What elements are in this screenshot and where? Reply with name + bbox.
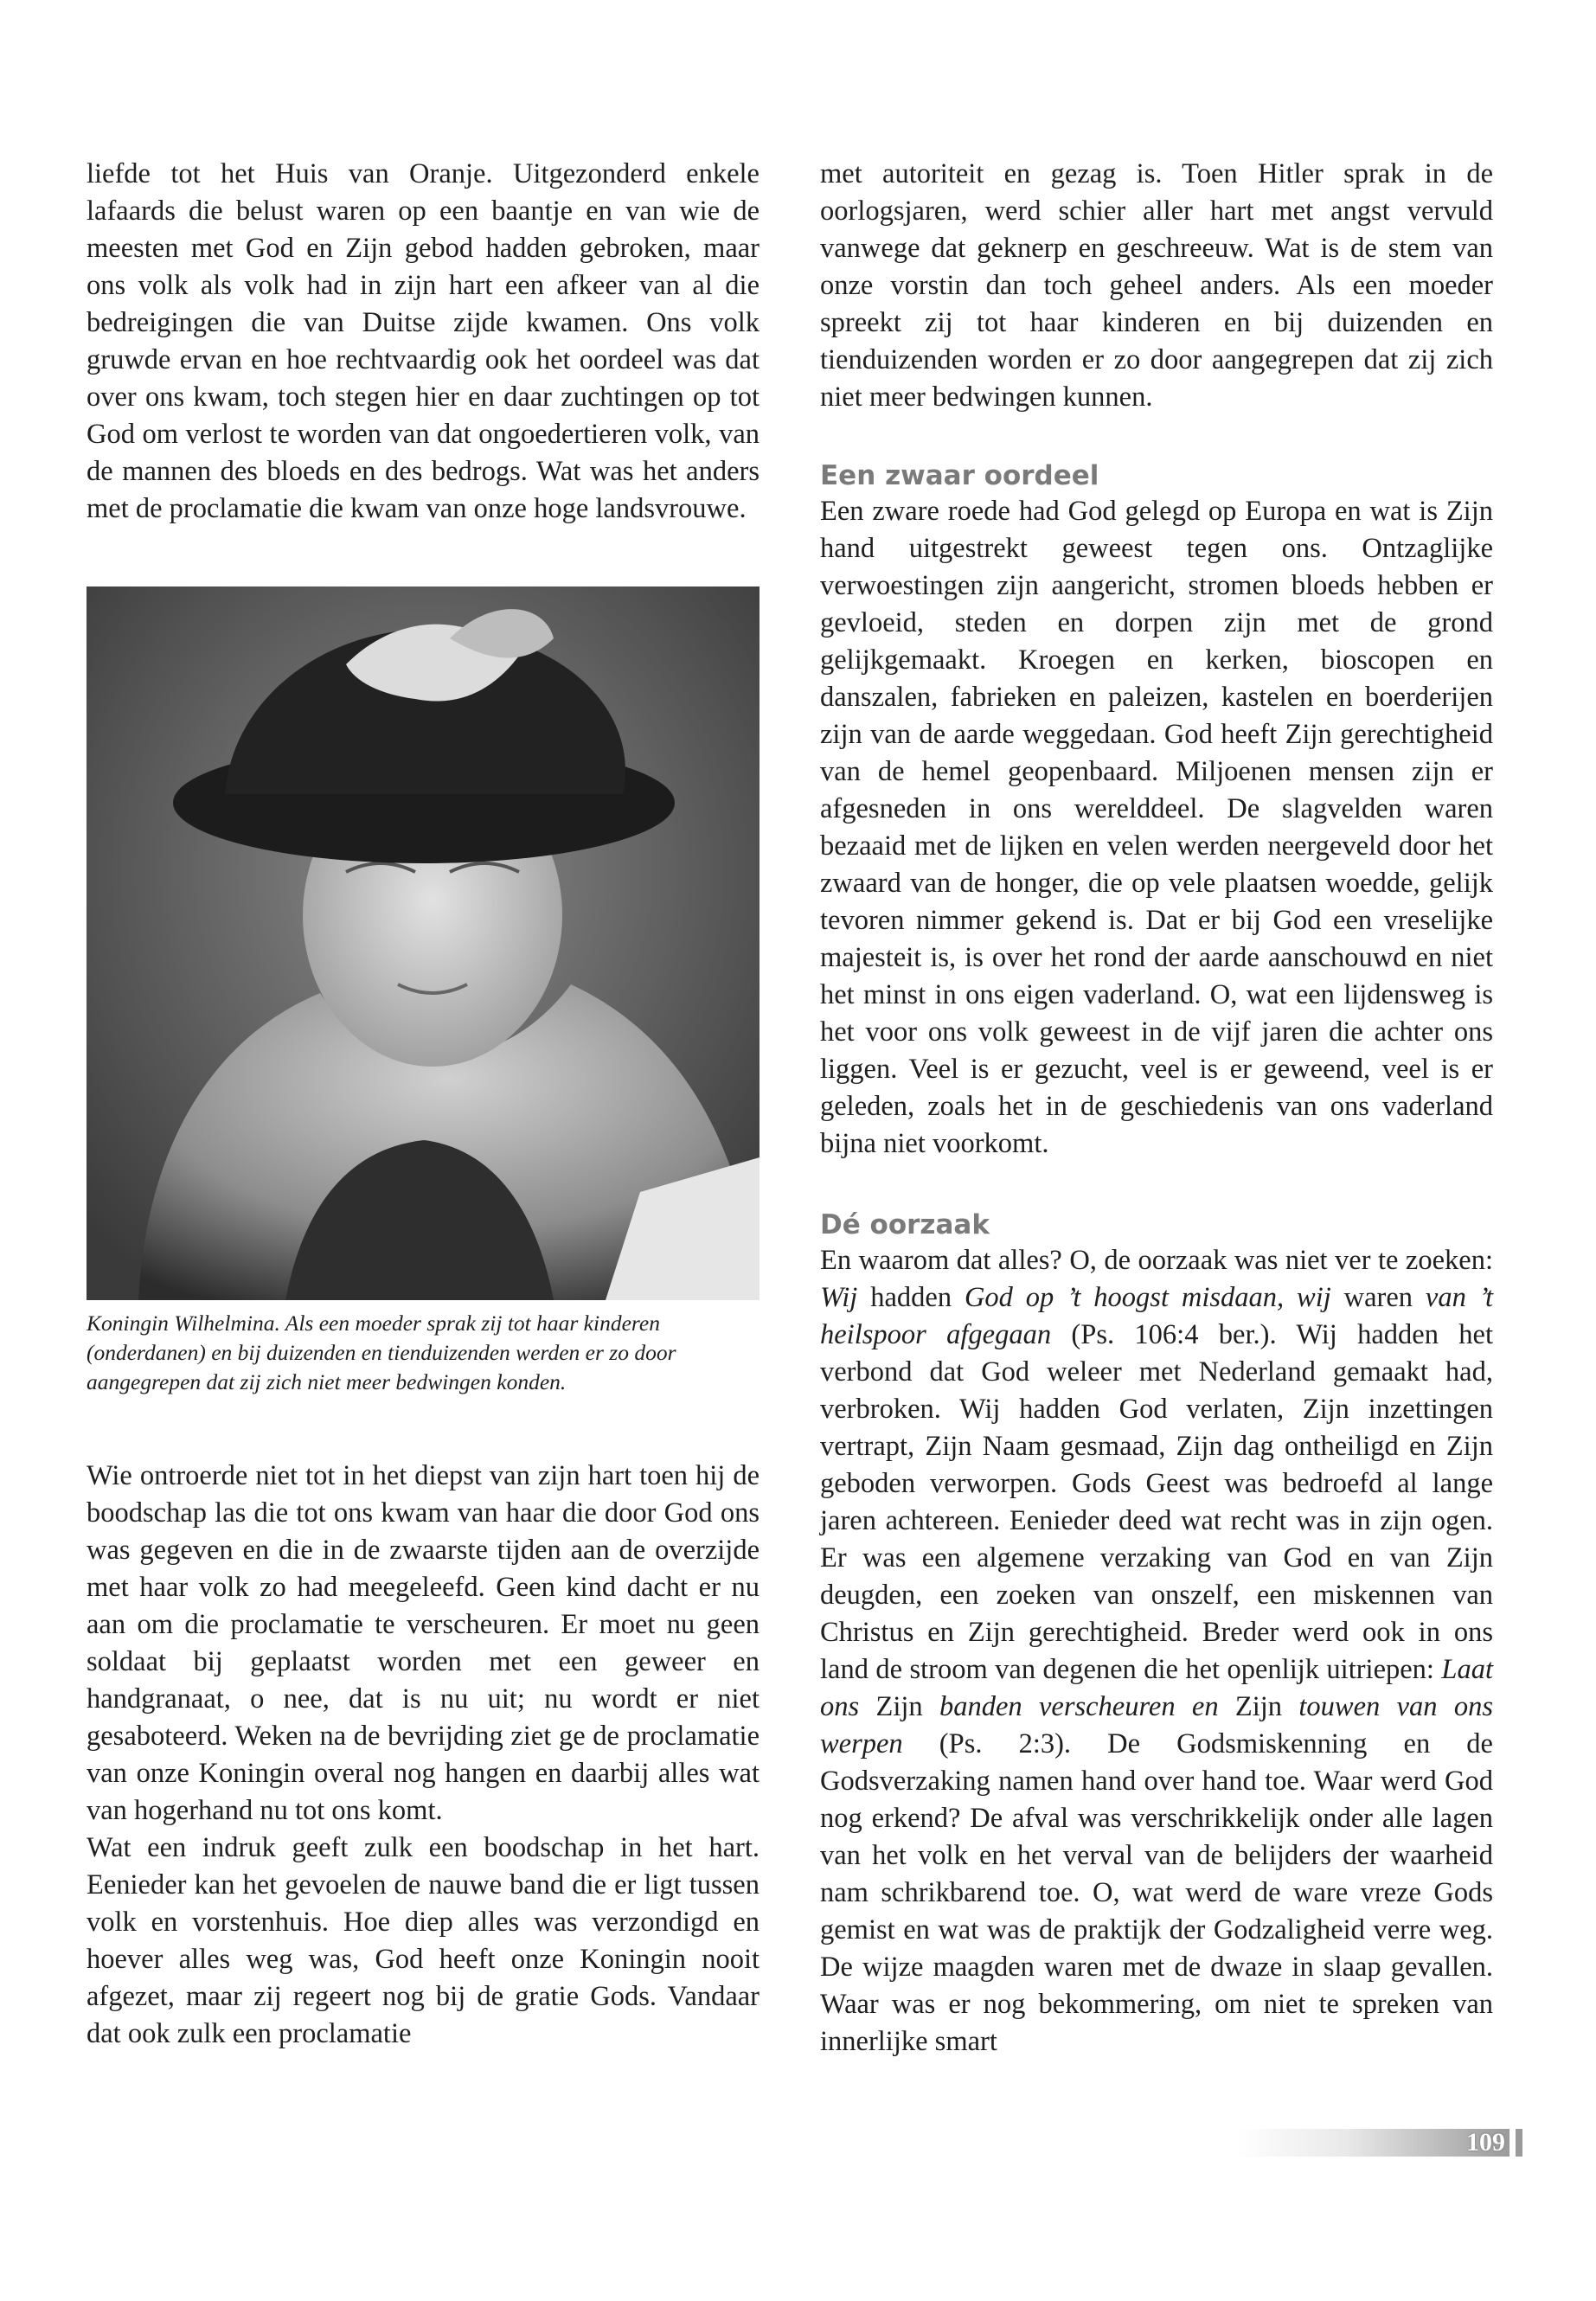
section-heading-de-oorzaak: Dé oorzaak <box>820 1209 990 1240</box>
italic-quote: banden verscheuren en <box>939 1691 1219 1722</box>
italic-quote: Wij <box>820 1282 858 1313</box>
page-number: 109 <box>1466 2128 1505 2157</box>
italic-quote: touwen van ons werpen <box>820 1691 1493 1759</box>
portrait-illustration <box>87 586 760 1300</box>
text-run: Zijn <box>1218 1691 1299 1722</box>
right-paragraph-1: met autoriteit en gezag is. Toen Hitler sprak in de oorlogsjaren, werd schier aller hart met angst vervuld vanwege dat geknerp en geschreeuw. Wat is de stem van onze vorstin dan toch geheel anders. Als een moeder spreekt zij tot haar kinderen en bij duizenden en tienduizenden worden er zo door aangegrepen dat zij zich niet meer bedwingen kunnen. <box>820 158 1493 413</box>
section-heading-een-zwaar-oordeel: Een zwaar oordeel <box>820 460 1099 491</box>
italic-quote: God op ’t hoogst misdaan, wij <box>964 1282 1331 1313</box>
right-paragraph-3 <box>820 1242 1493 2061</box>
right-column <box>820 156 1493 2061</box>
italic-quote: Laat ons <box>820 1654 1493 1722</box>
text-run: En waarom dat alles? O, de oorzaak was niet ver te zoeken: <box>820 1245 1493 1276</box>
left-paragraph-1: liefde tot het Huis van Oranje. Uitgezonderd enkele lafaards die belust waren op een baantje en van wie de meesten met God en Zijn gebod hadden gebroken, maar ons volk als volk had in zijn hart een afkeer van al die bedreigingen die van Duitse zijde kwamen. Ons volk gruwde ervan en hoe rechtvaardig ook het oordeel was dat over ons kwam, toch stegen hier en daar zuchtingen op tot God om verlost te worden van dat ongoedertieren volk, van de mannen des bloeds en des bedrogs. Wat was het anders met de proclamatie die kwam van onze hoge landsvrouwe. <box>87 158 760 524</box>
left-paragraph-3: Wat een indruk geeft zulk een boodschap in het hart. Eenieder kan het gevoelen de nauwe band die er ligt tussen volk en vorstenhuis. Hoe diep alles was verzondigd en hoever alles weg was, God heeft onze Koningin nooit afgezet, maar zij regeert nog bij de gratie Gods. Vandaar dat ook zulk een proclamatie <box>87 1832 760 2049</box>
left-paragraph-2: Wie ontroerde niet tot in het diepst van zijn hart toen hij de boodschap las die tot ons kwam van haar die door God ons was gegeven en die in de zwaarste tijden aan de overzijde met haar volk zo had meegeleefd. Geen kind dacht er nu aan om die proclamatie te verscheuren. Er moet nu geen soldaat bij geplaatst worden met een geweer en handgranaat, o nee, dat is nu uit; nu wordt er niet gesaboteerd. Weken na de bevrijding ziet ge de proclamatie van onze Koningin overal nog hangen en daarbij alles wat van hogerhand nu tot ons komt. <box>87 1460 760 1826</box>
italic-quote: van ’t heilspoor afgegaan <box>820 1282 1493 1350</box>
text-run: Zijn <box>859 1691 939 1722</box>
portrait-photo <box>87 586 760 1300</box>
right-paragraph-2: Een zware roede had God gelegd op Europa en wat is Zijn hand uitgestrekt geweest tegen ons. Ontzaglijke verwoestingen zijn aangericht, stromen bloeds hebben er gevloeid, steden en dorpen zijn met de grond gelijkgemaakt. Kroegen en kerken, bioscopen en danszalen, fabrieken en paleizen, kastelen en boerderijen zijn van de aarde weggedaan. God heeft Zijn gerechtigheid van de hemel geopenbaard. Miljoenen mensen zijn er afgesneden in ons werelddeel. De slagvelden waren bezaaid met de lijken en velen werden neergeveld door het zwaard van de honger, die op vele plaatsen woedde, gelijk tevoren nimmer gekend is. Dat er bij God een vreselijke majesteit is, is over het rond der aarde aanschouwd en niet het minst in ons eigen vaderland. O, wat een lijdensweg is het voor ons volk geweest in de vijf jaren die achter ons liggen. Veel is er gezucht, veel is er geweend, veel is er geleden, zoals het in de geschiedenis van ons vaderland bijna niet voorkomt. <box>820 496 1493 1159</box>
page-number-bar-end <box>1516 2129 1522 2157</box>
left-column <box>87 156 760 2053</box>
text-run: waren <box>1330 1282 1426 1313</box>
text-run: (Ps. 2:3). De Godsmiskenning en de Godsverzaking namen hand over hand toe. Waar werd God nog erkend? De afval was verschrikkelijk onder alle lagen van het volk en het verval van de belijders der waarheid nam schrikbarend toe. O, wat werd de ware vreze Gods gemist en wat was de praktijk der Godzaligheid verre weg. De wijze maagden waren met de dwaze in slaap gevallen. Waar was er nog bekommering, om niet te spreken van innerlijke smart <box>820 1728 1493 2057</box>
text-run: hadden <box>857 1282 965 1313</box>
text-run: (Ps. 106:4 ber.). Wij hadden het verbond dat God weleer met Nederland gemaakt had, verbroken. Wij hadden God verlaten, Zijn inzettingen vertrapt, Zijn Naam gesmaad, Zijn dag ontheiligd en Zijn geboden verworpen. Gods Geest was bedroefd al lange jaren achtereen. Eenieder deed wat recht was in zijn ogen. Er was een algemene verzaking van God en van Zijn deugden, een zoeken van onszelf, een miskennen van Christus en Zijn gerechtigheid. Breder werd ook in ons land de stroom van degenen die het openlijk uitriepen: <box>820 1319 1493 1685</box>
photo-caption: Koningin Wilhelmina. Als een moeder sprak zij tot haar kinderen (onderdanen) en bij duizenden en tienduizenden werden er zo door aangegrepen dat zij zich niet meer bedwingen konden. <box>87 1311 676 1394</box>
